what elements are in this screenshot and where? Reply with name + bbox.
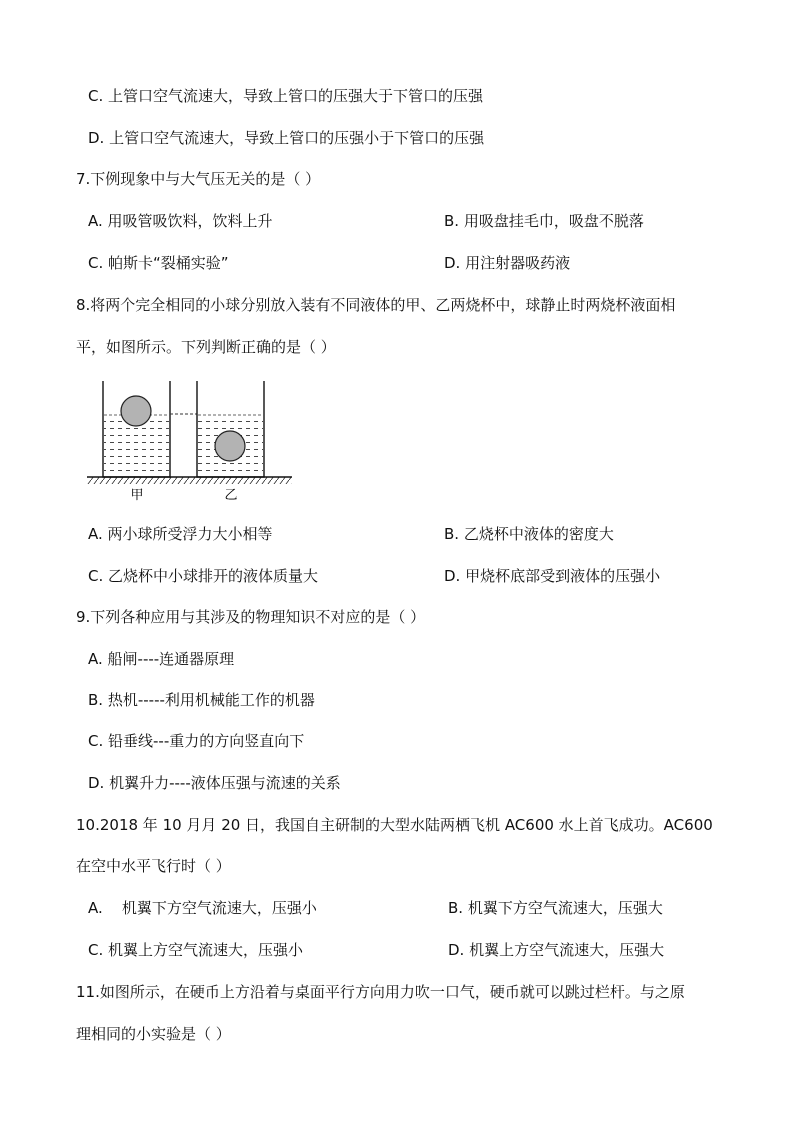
q10-stem-line2: 在空中水平飞行时（ ） (76, 857, 231, 875)
q7-option-c: C. 帕斯卡“裂桶实验” (88, 254, 229, 272)
q10-stem-line1: 10.2018 年 10 月月 20 日，我国自主研制的大型水陆两栖飞机 AC600 水上首飞成功。AC600 (76, 816, 713, 834)
q9-option-a: A. 船闸----连通器原理 (88, 650, 235, 668)
q9-option-b: B. 热机-----利用机械能工作的机器 (88, 691, 315, 709)
q8-option-d: D. 甲烧杯底部受到液体的压强小 (444, 567, 661, 585)
ground-hatch (87, 477, 292, 484)
q8-option-c: C. 乙烧杯中小球排开的液体质量大 (88, 567, 319, 585)
q8-stem-line1: 8.将两个完全相同的小球分别放入装有不同液体的甲、乙两烧杯中，球静止时两烧杯液面相 (76, 296, 676, 314)
label-jia: 甲 (130, 488, 144, 503)
q9-stem: 9.下列各种应用与其涉及的物理知识不对应的是（ ） (76, 608, 426, 626)
q7-option-b: B. 用吸盘挂毛巾，吸盘不脱落 (444, 212, 644, 230)
q7-stem: 7.下例现象中与大气压无关的是（ ） (76, 170, 321, 188)
q10-option-a: A. 机翼下方空气流速大，压强小 (88, 899, 317, 917)
q8-stem-line2: 平，如图所示。下列判断正确的是（ ） (76, 338, 336, 356)
q10-option-c: C. 机翼上方空气流速大，压强小 (88, 941, 304, 959)
q10-option-b: B. 机翼下方空气流速大，压强大 (448, 899, 663, 917)
q11-stem-line1: 11.如图所示，在硬币上方沿着与桌面平行方向用力吹一口气，硬币就可以跳过栏杆。与之原 (76, 983, 685, 1001)
q7-option-d: D. 用注射器吸药液 (444, 254, 571, 272)
ball-yi (215, 431, 245, 461)
q8-beakers-figure (85, 376, 300, 504)
q7-option-a: A. 用吸管吸饮料，饮料上升 (88, 212, 273, 230)
q9-option-d: D. 机翼升力----液体压强与流速的关系 (88, 774, 341, 792)
q6-option-d: D. 上管口空气流速大，导致上管口的压强小于下管口的压强 (88, 129, 485, 147)
q8-option-b: B. 乙烧杯中液体的密度大 (444, 525, 614, 543)
label-yi: 乙 (224, 488, 238, 503)
q8-option-a: A. 两小球所受浮力大小相等 (88, 525, 273, 543)
q11-stem-line2: 理相同的小实验是（ ） (76, 1025, 231, 1043)
q6-option-c: C. 上管口空气流速大，导致上管口的压强大于下管口的压强 (88, 87, 484, 105)
q10-option-d: D. 机翼上方空气流速大，压强大 (448, 941, 665, 959)
ball-jia (121, 396, 151, 426)
q9-option-c: C. 铅垂线---重力的方向竖直向下 (88, 732, 305, 750)
